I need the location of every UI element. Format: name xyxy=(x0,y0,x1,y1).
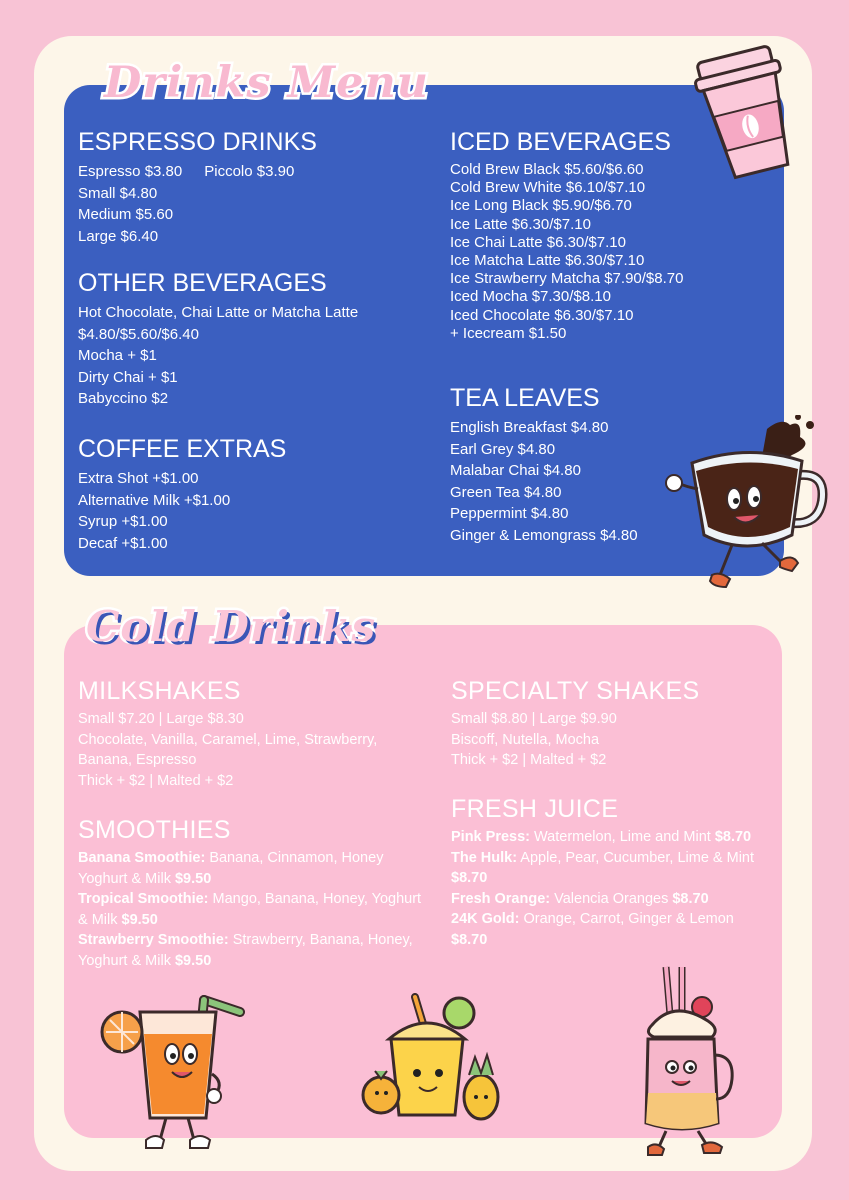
menu-item: Peppermint $4.80 xyxy=(450,505,569,522)
juice-item xyxy=(451,909,761,950)
juice-item xyxy=(451,827,761,848)
orange-juice-glass-icon xyxy=(100,990,256,1155)
menu-item: Cold Brew Black $5.60/$6.60 xyxy=(450,161,644,178)
milkshake-addons: Thick + $2 | Malted + $2 xyxy=(78,772,234,789)
section-heading: SPECIALTY SHAKES xyxy=(451,677,700,705)
item-desc: Strawberry, Banana, Honey, Yoghurt & Milk xyxy=(78,932,413,969)
section-heading: TEA LEAVES xyxy=(450,384,600,412)
section-heading: ESPRESSO DRINKS xyxy=(78,128,317,156)
section-heading: OTHER BEVERAGES xyxy=(78,269,327,297)
menu-item: Decaf +$1.00 xyxy=(78,534,168,552)
menu-item: Extra Shot +$1.00 xyxy=(78,470,199,487)
milkshakes-section xyxy=(78,676,428,791)
juice-item xyxy=(451,889,761,910)
item-name: Pink Press: xyxy=(451,829,530,845)
tea-leaves-section xyxy=(450,383,638,546)
milkshake-sizes: Small $7.20 | Large $8.30 xyxy=(78,711,244,727)
menu-item: Ginger & Lemongrass $4.80 xyxy=(450,526,638,544)
specialty-shakes-section xyxy=(451,676,771,771)
juice-item xyxy=(451,848,761,889)
smoothie-item xyxy=(78,848,423,889)
espresso-price: Espresso $3.80 xyxy=(78,163,183,180)
menu-item: Small $4.80 xyxy=(78,184,158,202)
takeaway-coffee-cup-icon xyxy=(690,40,810,185)
item-name: The Hulk: xyxy=(451,849,518,866)
specialty-addons: Thick + $2 | Malted + $2 xyxy=(451,752,607,768)
menu-item: Large $6.40 xyxy=(78,227,159,245)
cold-drinks-title: Cold Drinks xyxy=(86,602,377,651)
item-price: $8.70 xyxy=(451,931,488,948)
menu-item: English Breakfast $4.80 xyxy=(450,419,609,436)
smoothie-item xyxy=(78,889,423,930)
menu-item: Iced Mocha $7.30/$8.10 xyxy=(450,288,611,306)
espresso-drinks-section xyxy=(78,127,317,247)
coffee-extras-section xyxy=(78,434,286,554)
menu-item: + Icecream $1.50 xyxy=(450,324,567,342)
menu-item: Ice Latte $6.30/$7.10 xyxy=(450,215,591,233)
pineapple-slushie-icon xyxy=(355,993,505,1125)
menu-item: Earl Grey $4.80 xyxy=(450,440,556,458)
section-heading: COFFEE EXTRAS xyxy=(78,435,287,463)
item-name: Strawberry Smoothie: xyxy=(78,932,229,948)
fresh-juice-section xyxy=(451,794,761,950)
menu-item xyxy=(78,161,317,183)
milkshake-flavours: Chocolate, Vanilla, Caramel, Lime, Strawberry, Banana, Espresso xyxy=(78,731,378,768)
section-heading: FRESH JUICE xyxy=(451,795,619,823)
menu-item: Green Tea $4.80 xyxy=(450,483,562,501)
section-heading: MILKSHAKES xyxy=(78,677,241,705)
section-heading: SMOOTHIES xyxy=(78,816,231,844)
menu-item: Hot Chocolate, Chai Latte or Matcha Latte xyxy=(78,304,359,321)
smoothies-section xyxy=(78,815,423,971)
piccolo-price: Piccolo $3.90 xyxy=(204,163,295,180)
section-heading: ICED BEVERAGES xyxy=(450,128,671,156)
drinks-menu-title: Drinks Menu xyxy=(104,58,429,108)
menu-item: Cold Brew White $6.10/$7.10 xyxy=(450,179,646,197)
menu-item: Ice Long Black $5.90/$6.70 xyxy=(450,197,632,215)
menu-item: Dirty Chai + $1 xyxy=(78,368,178,386)
item-price: $9.50 xyxy=(174,952,212,969)
iced-beverages-section xyxy=(450,127,683,343)
strawberry-milkshake-jar-icon xyxy=(630,963,740,1158)
item-name: Banana Smoothie: xyxy=(78,850,206,866)
menu-item: Medium $5.60 xyxy=(78,206,174,223)
item-name: Fresh Orange: xyxy=(451,890,551,907)
specialty-sizes: Small $8.80 | Large $9.90 xyxy=(451,711,617,727)
menu-item: Iced Chocolate $6.30/$7.10 xyxy=(450,306,634,324)
item-price: $8.70 xyxy=(451,870,488,886)
menu-item: Ice Strawberry Matcha $7.90/$8.70 xyxy=(450,270,684,288)
menu-item: Babyccino $2 xyxy=(78,390,169,407)
item-name: 24K Gold: xyxy=(451,911,520,927)
specialty-flavours: Biscoff, Nutella, Mocha xyxy=(451,731,600,748)
item-desc: Mango, Banana, Honey, Yoghurt & Milk xyxy=(78,891,422,928)
menu-item: Alternative Milk +$1.00 xyxy=(78,491,231,509)
item-price: $8.70 xyxy=(714,829,752,845)
other-beverages-section xyxy=(78,268,358,410)
menu-item: $4.80/$5.60/$6.40 xyxy=(78,325,199,343)
menu-item: Ice Chai Latte $6.30/$7.10 xyxy=(450,233,626,251)
item-desc: Orange, Carrot, Ginger & Lemon xyxy=(519,911,734,927)
item-price: $9.50 xyxy=(174,870,212,887)
item-desc: Apple, Pear, Cucumber, Lime & Mint xyxy=(517,849,755,866)
menu-item: Malabar Chai $4.80 xyxy=(450,462,581,479)
item-name: Tropical Smoothie: xyxy=(78,891,209,907)
item-desc: Valencia Oranges xyxy=(550,890,673,907)
smoothie-item xyxy=(78,930,423,971)
item-price: $9.50 xyxy=(121,911,158,928)
menu-item: Syrup +$1.00 xyxy=(78,513,168,530)
item-desc: Banana, Cinnamon, Honey Yoghurt & Milk xyxy=(78,850,384,887)
menu-item: Ice Matcha Latte $6.30/$7.10 xyxy=(450,252,645,270)
item-desc: Watermelon, Lime and Mint xyxy=(530,829,715,845)
menu-item: Mocha + $1 xyxy=(78,347,157,364)
running-coffee-mug-icon xyxy=(662,415,830,595)
item-price: $8.70 xyxy=(672,890,709,907)
